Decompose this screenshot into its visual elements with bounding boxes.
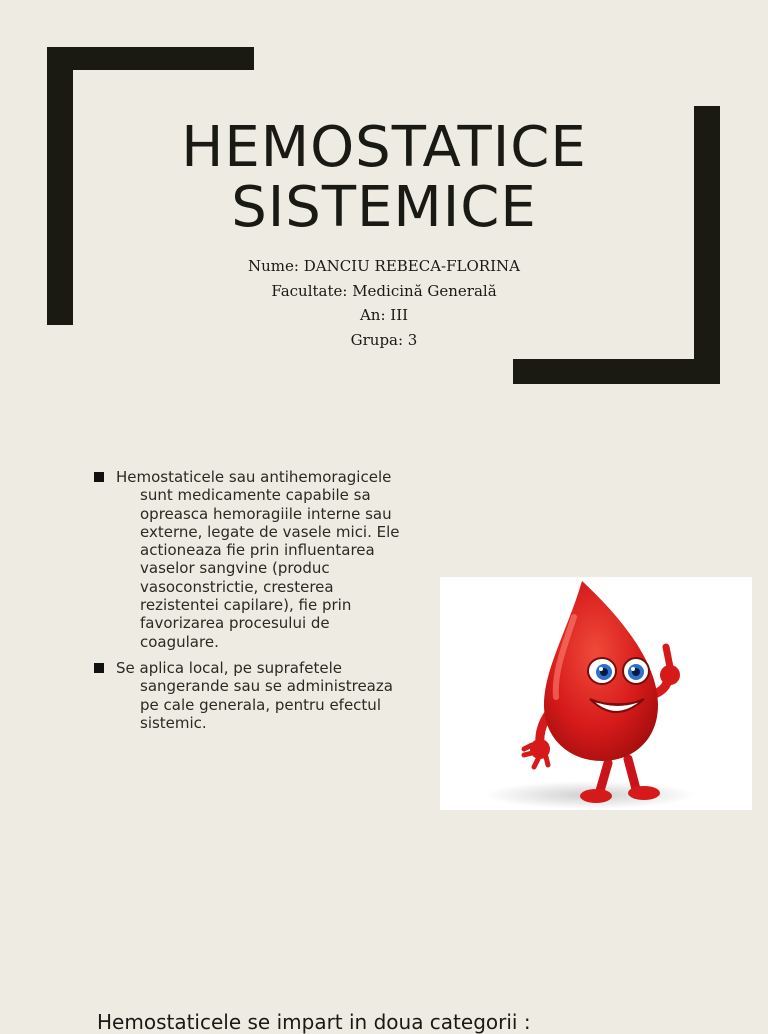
categories-heading: Hemostaticele se impart in doua categorii : (97, 1010, 531, 1034)
title-line-2: SISTEMICE (231, 175, 537, 240)
bullet-text: Se aplica local, pe suprafetele sangerande sau se administreaza pe cale generala, pentru efectul sistemic. (116, 658, 393, 732)
list-item (92, 659, 412, 732)
frame-bracket-top-left (47, 47, 254, 70)
blood-drop-image (440, 577, 752, 810)
list-item (92, 468, 412, 651)
faculty: Facultate: Medicină Generală (271, 281, 497, 300)
study-group: Grupa: 3 (350, 330, 418, 349)
content-slide (0, 410, 768, 970)
bullet-list (92, 468, 412, 740)
author-name: Nume: DANCIU REBECA-FLORINA (248, 257, 520, 275)
slide-title (0, 115, 768, 240)
blood-drop-mascot-icon (440, 577, 752, 810)
square-bullet-icon (94, 472, 104, 482)
bullet-text: Hemostaticele sau antihemoragicele sunt medicamente capabile sa opreasca hemoragiile interne sau externe, legate de vasele mici. Ele actioneaza fie prin influentarea vaselor sangvine (produc vasoconstrictie, cresterea rezistentei capilare), fie prin favorizarea procesului de coagulare. (116, 468, 400, 651)
frame-bracket-bottom-right (513, 359, 720, 384)
square-bullet-icon (94, 663, 104, 673)
title-slide (0, 0, 768, 410)
study-year: An: III (359, 306, 409, 324)
next-slide (0, 970, 768, 1034)
author-info (0, 254, 768, 352)
title-line-1: HEMOSTATICE (181, 115, 587, 180)
